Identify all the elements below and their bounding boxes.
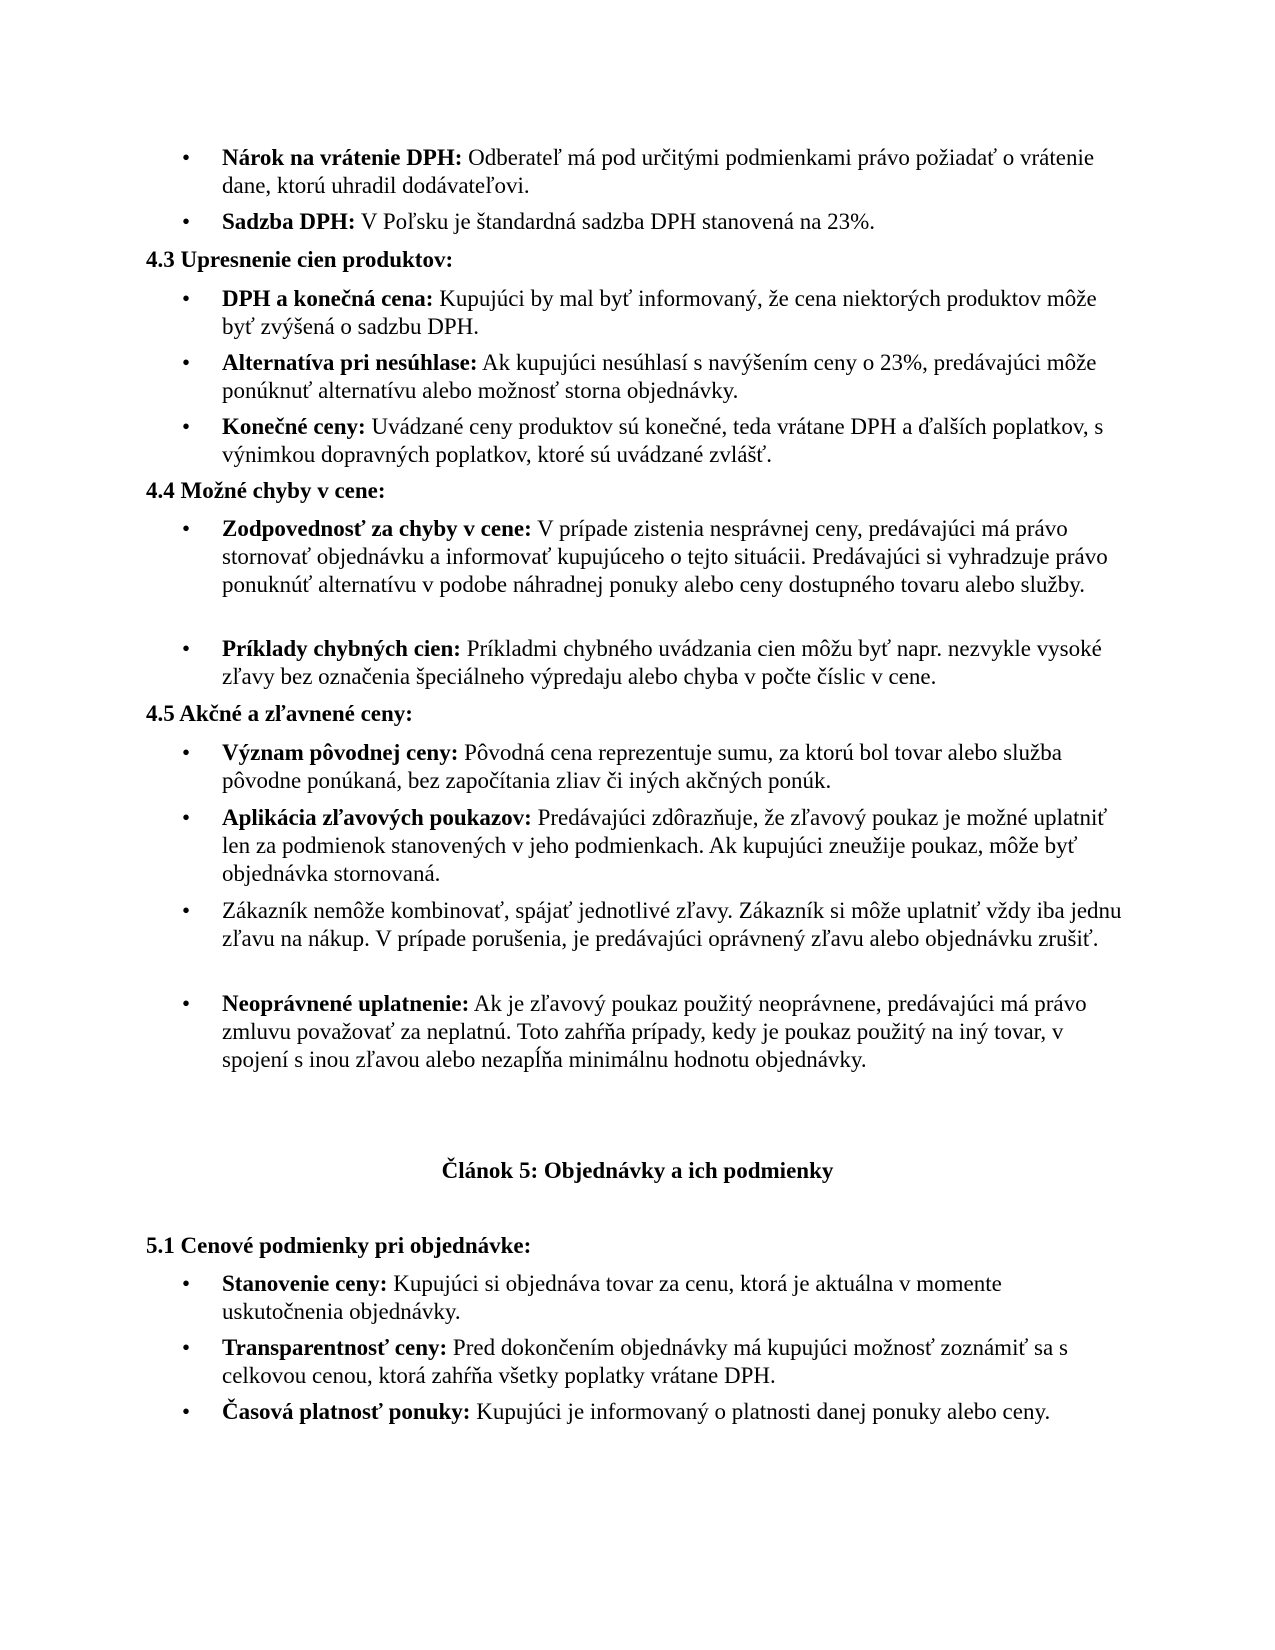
item-text: Ak kupujúci nesúhlasí s navýšením ceny o 23%, predávajúci môže ponúknuť alternatívu alebo možnosť storna objednávky. (222, 350, 1097, 403)
bullet-icon: • (182, 991, 191, 1016)
list-item (222, 990, 1122, 1074)
item-term: Neoprávnené uplatnenie: (222, 991, 470, 1016)
list-item (222, 515, 1122, 599)
bullet-icon: • (182, 1335, 191, 1360)
item-text: Zákazník nemôže kombinovať, spájať jednotlivé zľavy. Zákazník si môže uplatniť vždy iba jednu zľavu na nákup. V prípade porušenia, je predávajúci oprávnený zľavu alebo objednávku zrušiť. (222, 898, 1122, 951)
item-term: Stanovenie ceny: (222, 1271, 388, 1296)
list-item (222, 1398, 1122, 1426)
list-item (222, 739, 1122, 795)
bullet-icon: • (182, 414, 191, 439)
list-item (222, 208, 1122, 236)
item-text: Uvádzané ceny produktov sú konečné, teda vrátane DPH a ďalších poplatkov, s výnimkou dopravných poplatkov, ktoré sú uvádzané zvlášť. (222, 414, 1104, 467)
item-text: V Poľsku je štandardná sadzba DPH stanovená na 23%. (355, 209, 876, 234)
item-term: Aplikácia zľavových poukazov: (222, 805, 532, 830)
item-term: Časová platnosť ponuky: (222, 1399, 471, 1424)
section-heading-5-1: 5.1 Cenové podmienky pri objednávke: (146, 1233, 532, 1258)
item-text: Ak je zľavový poukaz použitý neoprávnene, predávajúci má právo zmluvu považovať za neplatnú. Toto zahŕňa prípady, kedy je poukaz použitý na iný tovar, v spojení s inou zľavou alebo nezapĺňa minimálnu hodnotu objednávky. (222, 991, 1087, 1072)
list-item (222, 1270, 1122, 1326)
bullet-icon: • (182, 898, 191, 923)
item-text: Príkladmi chybného uvádzania cien môžu byť napr. nezvykle vysoké zľavy bez označenia špeciálneho výpredaju alebo chyba v počte číslic v cene. (222, 636, 1102, 689)
item-term: Nárok na vrátenie DPH: (222, 145, 463, 170)
item-term: Transparentnosť ceny: (222, 1335, 448, 1360)
bullet-icon: • (182, 740, 191, 765)
item-term: Význam pôvodnej ceny: (222, 740, 459, 765)
list-item (222, 897, 1122, 953)
item-term: Alternatíva pri nesúhlase: (222, 350, 478, 375)
list-item (222, 804, 1122, 888)
section-heading-4-4: 4.4 Možné chyby v cene: (146, 478, 386, 503)
item-term: Zodpovednosť za chyby v cene: (222, 516, 532, 541)
item-term: Sadzba DPH: (222, 209, 356, 234)
bullet-icon: • (182, 145, 191, 170)
item-term: DPH a konečná cena: (222, 286, 434, 311)
item-term: Konečné ceny: (222, 414, 366, 439)
list-item (222, 635, 1122, 691)
list-item (222, 285, 1122, 341)
item-text: Pred dokončením objednávky má kupujúci možnosť zoznámiť sa s celkovou cenou, ktorá zahŕňa všetky poplatky vrátane DPH. (222, 1335, 1068, 1388)
item-text: Pôvodná cena reprezentuje sumu, za ktorú bol tovar alebo služba pôvodne ponúkaná, bez započítania zliav či iných akčných ponúk. (222, 740, 1062, 793)
item-text: V prípade zistenia nesprávnej ceny, predávajúci má právo stornovať objednávku a informovať kupujúceho o tejto situácii. Predávajúci si vyhradzuje právo ponuknúť alternatívu v podobe náhradnej ponuky alebo ceny dostupného tovaru alebo služby. (222, 516, 1108, 597)
bullet-icon: • (182, 1271, 191, 1296)
bullet-icon: • (182, 209, 191, 234)
list-item (222, 349, 1122, 405)
item-text: Odberateľ má pod určitými podmienkami právo požiadať o vrátenie dane, ktorú uhradil dodávateľovi. (222, 145, 1095, 198)
bullet-icon: • (182, 1399, 191, 1424)
item-text: Kupujúci je informovaný o platnosti danej ponuky alebo ceny. (470, 1399, 1051, 1424)
item-text: Predávajúci zdôrazňuje, že zľavový poukaz je možné uplatniť len za podmienok stanovených v jeho podmienkach. Ak kupujúci zneužije poukaz, môže byť objednávka stornovaná. (222, 805, 1108, 886)
list-item (222, 1334, 1122, 1390)
article-title: Článok 5: Objednávky a ich podmienky (441, 1158, 834, 1183)
list-item (222, 413, 1122, 469)
list-item (222, 144, 1122, 200)
bullet-icon: • (182, 286, 191, 311)
bullet-icon: • (182, 805, 191, 830)
item-text: Kupujúci by mal byť informovaný, že cena niektorých produktov môže byť zvýšená o sadzbu DPH. (222, 286, 1097, 339)
bullet-icon: • (182, 516, 191, 541)
item-term: Príklady chybných cien: (222, 636, 461, 661)
bullet-icon: • (182, 350, 191, 375)
section-heading-4-5: 4.5 Akčné a zľavnené ceny: (146, 701, 413, 726)
section-heading-4-3: 4.3 Upresnenie cien produktov: (146, 247, 454, 272)
item-text: Kupujúci si objednáva tovar za cenu, ktorá je aktuálna v momente uskutočnenia objednávky. (222, 1271, 1002, 1324)
bullet-icon: • (182, 636, 191, 661)
